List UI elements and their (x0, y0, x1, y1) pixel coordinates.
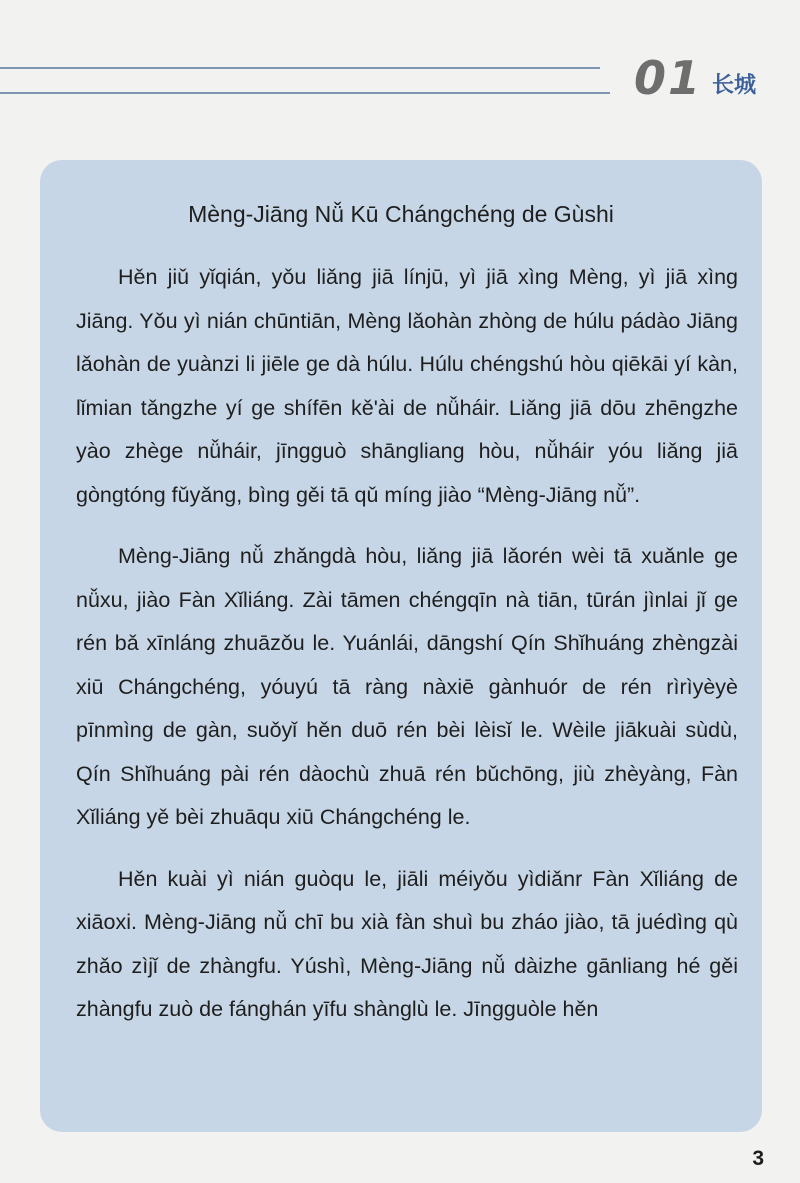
header-rule-top (0, 67, 600, 69)
header-rule-bottom (0, 92, 610, 94)
page-number: 3 (752, 1147, 764, 1170)
story-paragraph-3: Hěn kuài yì nián guòqu le, jiāli méiyǒu yìdiǎnr Fàn Xǐliáng de xiāoxi. Mèng-Jiāng nǚ chī bu xià fàn shuì bu zháo jiào, tā juédìng qù zhǎo zìjǐ de zhàngfu. Yúshì, Mèng-Jiāng nǚ dàizhe gānliang hé gěi zhàngfu zuò de fánghán yīfu shànglù le. Jīngguòle hěn (76, 866, 738, 1021)
story-title: Mèng-Jiāng Nǚ Kū Chángchéng de Gùshi (188, 201, 614, 227)
chapter-number: 01 (634, 51, 703, 105)
story-paragraph-2: Mèng-Jiāng nǚ zhǎngdà hòu, liǎng jiā lǎorén wèi tā xuǎnle ge nǚxu, jiào Fàn Xǐliáng. Zài tāmen chéngqīn nà tiān, tūrán jìnlai jǐ ge rén bǎ xīnláng zhuāzǒu le. Yuánlái, dāngshí Qín Shǐhuáng zhèngzài xiū Chángchéng, yóuyú tā ràng nàxiē gànhuór de rén rìrìyèyè pīnmìng de gàn, suǒyǐ hěn duō rén bèi lèisǐ le. Wèile jiākuài sùdù, Qín Shǐhuáng pài rén dàochù zhuā rén bǔchōng, jiù zhèyàng, Fàn Xǐliáng yě bèi zhuāqu xiū Chángchéng le. (76, 544, 738, 829)
story-paragraph-1: Hěn jiǔ yǐqián, yǒu liǎng jiā línjū, yì jiā xìng Mèng, yì jiā xìng Jiāng. Yǒu yì nián chūntiān, Mèng lǎohàn zhòng de húlu pádào Jiāng lǎohàn de yuànzi li jiēle ge dà húlu. Húlu chéngshú hòu qiēkāi yí kàn, lǐmian tǎngzhe yí ge shífēn kě'ài de nǚháir. Liǎng jiā dōu zhēngzhe yào zhège nǚháir, jīngguò shāngliang hòu, nǚháir yóu liǎng jiā gòngtóng fǔyǎng, bìng gěi tā qǔ míng jiào “Mèng-Jiāng nǚ”. (76, 265, 738, 507)
reading-panel (40, 160, 762, 1132)
chapter-title: 长城 (712, 73, 757, 98)
